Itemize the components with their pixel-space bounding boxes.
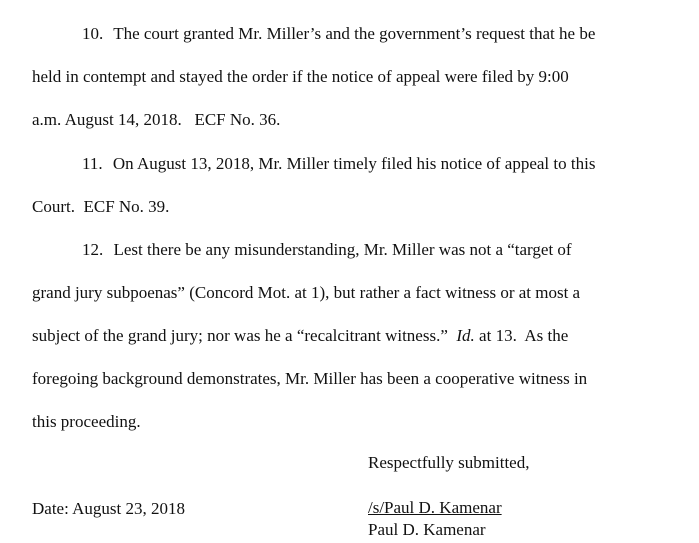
paragraph-number: 10. xyxy=(82,24,104,43)
paragraph-line: grand jury subpoenas” (Concord Mot. at 1), but rather a fact witness or at most a xyxy=(32,283,581,302)
electronic-signature: /s/Paul D. Kamenar xyxy=(368,498,502,517)
paragraph-line: On August 13, 2018, Mr. Miller timely filed his notice of appeal to this xyxy=(112,154,596,173)
paragraph-12 xyxy=(32,228,672,443)
paragraph-line: held in contempt and stayed the order if the notice of appeal were filed by 9:00 xyxy=(32,67,569,86)
paragraph-number: 11. xyxy=(82,154,103,173)
paragraph-line: this proceeding. xyxy=(32,412,141,431)
paragraph-line: Lest there be any misunderstanding, Mr. Miller was not a “target of xyxy=(113,240,572,259)
citation-id: Id. xyxy=(456,326,475,345)
closing-text: Respectfully submitted, xyxy=(368,453,530,472)
paragraph-line: The court granted Mr. Miller’s and the government’s request that he be xyxy=(113,24,596,43)
paragraph-line: subject of the grand jury; nor was he a “recalcitrant witness.” xyxy=(32,326,448,345)
signature-block xyxy=(368,497,502,541)
paragraph-10 xyxy=(32,12,672,141)
paragraph-line-tail: at 13. As the xyxy=(479,326,569,345)
paragraph-line: foregoing background demonstrates, Mr. Miller has been a cooperative witness in xyxy=(32,369,588,388)
signer-name: Paul D. Kamenar xyxy=(368,520,486,539)
paragraph-line: a.m. August 14, 2018. ECF No. 36. xyxy=(32,110,281,129)
date-line: Date: August 23, 2018 xyxy=(32,499,185,518)
paragraph-number: 12. xyxy=(82,240,104,259)
paragraph-11 xyxy=(32,142,672,228)
paragraph-line: Court. ECF No. 39. xyxy=(32,197,170,216)
